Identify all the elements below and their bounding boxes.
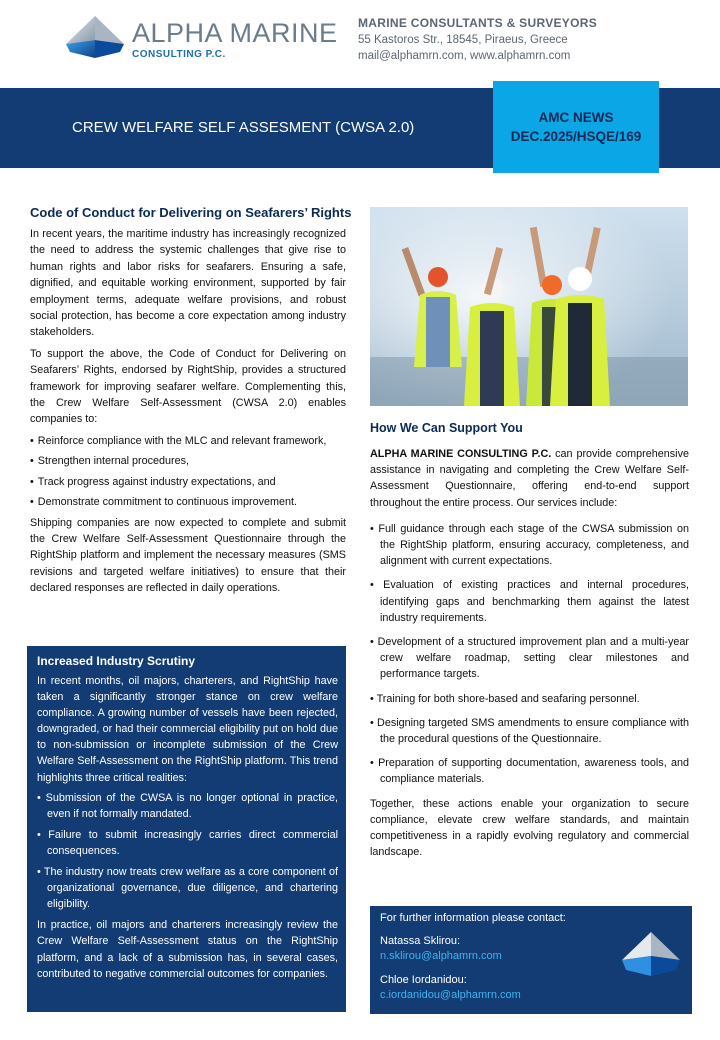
contact-heading: For further information please contact: <box>380 912 566 924</box>
bullet-icon: • <box>37 791 41 804</box>
list-item-text: Evaluation of existing practices and internal procedures, identifying gaps and benchmarking them against the latest industry requirements. <box>380 579 690 624</box>
section-heading-scrutiny: Increased Industry Scrutiny <box>37 654 196 668</box>
right-column <box>370 421 689 870</box>
company-name-strong: ALPHA MARINE CONSULTING P.C. <box>370 448 552 460</box>
list-item <box>30 474 346 490</box>
bullet-icon: • <box>30 455 34 468</box>
paragraph: Together, these actions enable your organization to secure compliance, elevate crew welfare standards, and maintain competitiveness in a rapidly evolving regulatory and commercial landscape. <box>370 797 689 859</box>
bullet-icon: • <box>370 716 374 729</box>
pyramid-logo-icon <box>618 930 684 978</box>
company-title: MARINE CONSULTANTS & SURVEYORS <box>358 16 598 30</box>
bullet-icon: • <box>370 636 374 649</box>
bullet-list <box>30 433 346 511</box>
paragraph: In recent years, the maritime industry has increasingly recognized the need to address the systemic challenges that give rise to human rights and labor risks for seafarers. Ensuring a safe, dignified, and equitable working environment, supported by fair employment terms, adequate welfare provisions, and robust social protection, has become a core expectation among industry stakeholders. <box>30 228 346 339</box>
list-item <box>30 453 346 469</box>
list-item <box>370 691 689 707</box>
list-item-text: The industry now treats crew welfare as a core component of organizational governance, due diligence, and chartering eligibility. <box>43 866 338 911</box>
company-logo <box>62 14 338 64</box>
logo-subtitle: CONSULTING P.C. <box>132 49 226 60</box>
company-contact[interactable]: mail@alphamrn.com, www.alphamrn.com <box>358 50 571 62</box>
bullet-icon: • <box>37 866 41 879</box>
list-item <box>370 715 689 747</box>
list-item-text: Track progress against industry expectations, and <box>37 475 276 488</box>
bullet-icon: • <box>370 579 374 592</box>
contact-email-link[interactable]: n.sklirou@alphamrn.com <box>380 950 502 962</box>
bullet-icon: • <box>370 692 374 705</box>
company-address: 55 Kastoros Str., 18545, Piraeus, Greece <box>358 34 568 46</box>
contact-name: Chloe Iordanidou: <box>380 974 467 986</box>
list-item <box>37 827 338 859</box>
list-item-text: Training for both shore-based and seafaring personnel. <box>376 692 640 705</box>
list-item <box>370 634 689 683</box>
crew-celebration-photo <box>370 207 688 406</box>
list-item-text: Reinforce compliance with the MLC and relevant framework, <box>37 434 327 447</box>
list-item <box>37 864 338 912</box>
section-heading-support: How We Can Support You <box>370 421 523 435</box>
contact-box <box>370 906 692 1014</box>
company-info <box>358 16 618 62</box>
paragraph: Shipping companies are now expected to complete and submit the Crew Welfare Self-Assessment Questionnaire through the RightShip platform and implement the necessary measures (SMS revisions and targeted welfare initiatives) to ensure that their declared responses are reflected in daily operations. <box>30 516 346 595</box>
bullet-icon: • <box>30 496 34 509</box>
list-item-text: Designing targeted SMS amendments to ensure compliance with the procedural questions of the Questionnaire. <box>377 716 689 746</box>
paragraph: In recent months, oil majors, charterers, and RightShip have taken a significantly stronger stance on crew welfare compliance. A growing number of vessels have been rejected, downgraded, or had their commercial eligibility put on hold due to non-submission or incomplete submission of the Crew Welfare Self-Assessment on the RightShip platform. This trend highlights three critical realities: <box>37 675 338 784</box>
list-item-text: Strengthen internal procedures, <box>37 455 190 468</box>
list-item <box>370 577 689 626</box>
news-reference: DEC.2025/HSQE/169 <box>510 129 642 144</box>
scrutiny-box <box>27 646 346 1012</box>
list-item <box>30 433 346 449</box>
list-item <box>370 755 689 787</box>
list-item <box>30 494 346 510</box>
logo-name: ALPHA MARINE <box>132 18 338 48</box>
list-item-text: Full guidance through each stage of the CWSA submission on the RightShip platform, ensuring accuracy, completeness, and alignment with current expectations. <box>378 522 689 568</box>
bullet-list <box>370 521 689 788</box>
bullet-icon: • <box>370 522 374 535</box>
bullet-icon: • <box>30 434 34 447</box>
list-item-text: Demonstrate commitment to continuous improvement. <box>37 496 298 509</box>
contact-name: Natassa Sklirou: <box>380 935 461 947</box>
bullet-icon: • <box>37 828 41 841</box>
left-column <box>30 205 352 602</box>
news-label: AMC NEWS <box>538 110 614 125</box>
news-badge <box>493 81 659 173</box>
page-title: CREW WELFARE SELF ASSESMENT (CWSA 2.0) <box>72 119 415 136</box>
list-item-text: Failure to submit increasingly carries direct commercial consequences. <box>47 828 339 857</box>
list-item-text: Development of a structured improvement plan and a multi-year crew welfare roadmap, setting clear milestones and performance targets. <box>377 636 690 681</box>
paragraph-text: can provide comprehensive assistance in navigating and completing the Crew Welfare Self-Assessment Questionnaire, offering end-to-end support throughout the entire process. Our services include: <box>370 448 689 509</box>
bullet-icon: • <box>370 757 374 770</box>
list-item-text: Preparation of supporting documentation, awareness tools, and compliance materials. <box>378 757 690 786</box>
pyramid-logo-icon <box>62 14 128 60</box>
section-heading-code-of-conduct: Code of Conduct for Delivering on Seafarers’ Rights <box>30 205 352 220</box>
bullet-icon: • <box>30 475 34 488</box>
bullet-list <box>37 790 338 913</box>
photo-illustration <box>370 207 688 406</box>
list-item <box>370 521 689 570</box>
paragraph: To support the above, the Code of Conduct for Delivering on Seafarers’ Rights, endorsed by RightShip, provides a structured framework for improving seafarer welfare. Complementing this, the Crew Welfare Self-Assessment (CWSA 2.0) enables companies to: <box>30 347 346 426</box>
list-item-text: Submission of the CWSA is no longer optional in practice, even if not formally mandated. <box>45 791 338 820</box>
paragraph: In practice, oil majors and charterers increasingly review the Crew Welfare Self-Assessment status on the RightShip platform, and a lack of a submission has, in several cases, contributed to negative commercial outcomes for companies. <box>37 919 338 980</box>
paragraph <box>370 446 689 511</box>
list-item <box>37 790 338 822</box>
contact-email-link[interactable]: c.iordanidou@alphamrn.com <box>380 989 521 1001</box>
